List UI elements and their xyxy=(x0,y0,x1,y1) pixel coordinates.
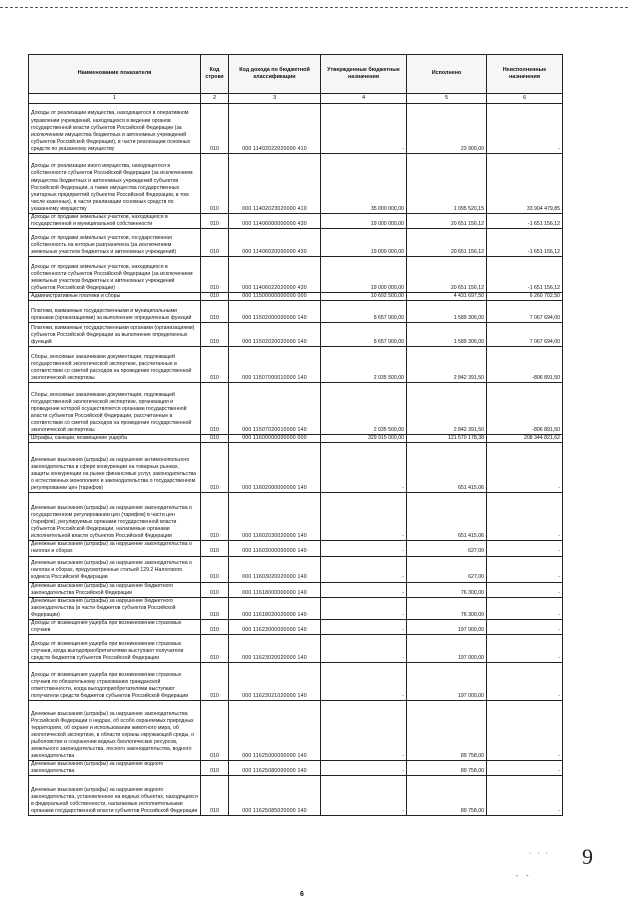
row-income-code: 000 11602030020000 140 xyxy=(229,493,321,541)
row-unexecuted: - xyxy=(487,663,563,701)
row-line-code: 010 xyxy=(201,301,229,323)
row-name: Платежи, взимаемые государственными органами (организациями) субъектов Российской Федерации за выполнение определенных функций xyxy=(29,323,201,347)
row-name: Денежные взыскания (штрафы) за нарушение антимонопольного законодательства в сфере конкуренции на товарных рынках, защиты конкуренции на рынке финансовых услуг, законодательства о естественных монополиях и законодательства о государственном регулировании цен (тарифов) xyxy=(29,443,201,493)
margin-dashes: - - xyxy=(516,873,532,880)
row-unexecuted: - xyxy=(487,620,563,635)
row-line-code: 010 xyxy=(201,257,229,293)
row-income-code: 000 11402022020000 410 xyxy=(229,104,321,154)
row-name: Доходы от продажи земельных участков, находящихся в государственной и муниципальной собственности xyxy=(29,214,201,229)
table-row xyxy=(29,257,563,293)
row-income-code: 000 11603020020000 140 xyxy=(229,556,321,582)
row-approved: - xyxy=(321,556,407,582)
table-row xyxy=(29,293,563,301)
row-executed: 2 842 391,50 xyxy=(407,347,487,383)
row-income-code: 000 11406020000000 430 xyxy=(229,229,321,257)
row-name: Доходы от возмещения ущерба при возникновении страховых случаев по обязательному страхованию гражданской ответственности, когда выгодоприобретателями выступают получатели средств бюджетов субъектов Российской Федерации xyxy=(29,663,201,701)
row-line-code: 010 xyxy=(201,435,229,443)
row-executed: 197 000,00 xyxy=(407,663,487,701)
row-approved: - xyxy=(321,663,407,701)
table-row xyxy=(29,776,563,816)
row-unexecuted: -806 891,50 xyxy=(487,383,563,435)
row-executed: 76 300,00 xyxy=(407,582,487,597)
row-name: Денежные взыскания (штрафы) за нарушение водного законодательства, установленное на водных объектах, находящихся в федеральной собственности, налагаемые исполнительными органами государственной власти субъектов Российской Федерации xyxy=(29,776,201,816)
table-row xyxy=(29,214,563,229)
row-executed: 1 589 306,00 xyxy=(407,323,487,347)
row-unexecuted: 33 904 479,85 xyxy=(487,154,563,214)
row-approved: - xyxy=(321,104,407,154)
row-income-code: 000 11507020010000 140 xyxy=(229,383,321,435)
row-line-code: 010 xyxy=(201,556,229,582)
row-name: Доходы от возмещения ущерба при возникновении страховых случаев xyxy=(29,620,201,635)
row-income-code: 000 11402023020000 410 xyxy=(229,154,321,214)
column-number: 1 xyxy=(29,94,201,104)
row-unexecuted: - xyxy=(487,701,563,761)
row-unexecuted: - xyxy=(487,493,563,541)
row-executed: 20 651 156,12 xyxy=(407,229,487,257)
row-approved: - xyxy=(321,761,407,776)
row-approved: 19 000 000,00 xyxy=(321,214,407,229)
income-table xyxy=(28,54,563,816)
row-line-code: 010 xyxy=(201,229,229,257)
row-approved: 10 692 500,00 xyxy=(321,293,407,301)
table-row xyxy=(29,620,563,635)
table-row xyxy=(29,443,563,493)
header-line-code: Код строки xyxy=(201,55,229,94)
row-name: Сборы, вносимые заказчиками документации, подлежащей государственной экологической экспертизе, рассчитанные в соответствии со сметой расходов на проведение государственной экологической экспертизы xyxy=(29,347,201,383)
table-row xyxy=(29,383,563,435)
row-executed: 1 589 306,00 xyxy=(407,301,487,323)
row-line-code: 010 xyxy=(201,293,229,301)
row-unexecuted: -1 651 156,12 xyxy=(487,257,563,293)
row-line-code: 010 xyxy=(201,776,229,816)
row-line-code: 010 xyxy=(201,323,229,347)
row-executed: 76 300,00 xyxy=(407,597,487,619)
row-line-code: 010 xyxy=(201,701,229,761)
row-income-code: 000 11623020020000 140 xyxy=(229,635,321,663)
row-line-code: 010 xyxy=(201,597,229,619)
row-unexecuted: - xyxy=(487,556,563,582)
row-executed: 627,00 xyxy=(407,556,487,582)
row-income-code: 000 11602000000000 140 xyxy=(229,443,321,493)
table-row xyxy=(29,556,563,582)
header-row xyxy=(29,55,563,94)
column-number: 4 xyxy=(321,94,407,104)
row-income-code: 000 11502020020000 140 xyxy=(229,323,321,347)
top-edge-line xyxy=(0,7,628,8)
header-income-code: Код дохода по бюджетной классификации xyxy=(229,55,321,94)
row-unexecuted: -1 651 156,12 xyxy=(487,229,563,257)
header-executed: Исполнено xyxy=(407,55,487,94)
row-income-code: 000 11625080000000 140 xyxy=(229,761,321,776)
table-row xyxy=(29,761,563,776)
row-line-code: 010 xyxy=(201,635,229,663)
row-executed: 1 095 520,15 xyxy=(407,154,487,214)
row-name: Платежи, взимаемые государственными и муниципальными органами (организациями) за выполнение определенных функций xyxy=(29,301,201,323)
row-income-code: 000 11600000000000 000 xyxy=(229,435,321,443)
row-executed: 89 758,00 xyxy=(407,761,487,776)
row-approved: - xyxy=(321,493,407,541)
header-unexecuted: Неисполненные назначения xyxy=(487,55,563,94)
row-name: Денежные взыскания (штрафы) за нарушение бюджетного законодательства Российской Федерации xyxy=(29,582,201,597)
row-income-code: 000 11625085020000 140 xyxy=(229,776,321,816)
table-row xyxy=(29,323,563,347)
row-approved: 329 915 000,00 xyxy=(321,435,407,443)
row-income-code: 000 11502000000000 140 xyxy=(229,301,321,323)
table-row xyxy=(29,597,563,619)
row-executed: 197 000,00 xyxy=(407,635,487,663)
column-number: 6 xyxy=(487,94,563,104)
row-executed: 627,00 xyxy=(407,541,487,556)
row-name: Доходы от возмещения ущерба при возникновении страховых случаев, когда выгодоприобретателями выступают получатели средств бюджетов субъектов Российской Федерации xyxy=(29,635,201,663)
row-income-code: 000 11406000000000 430 xyxy=(229,214,321,229)
row-approved: - xyxy=(321,597,407,619)
table-row xyxy=(29,635,563,663)
row-executed: 23 900,00 xyxy=(407,104,487,154)
margin-ticks: · · · xyxy=(529,850,550,857)
row-executed: 89 758,00 xyxy=(407,776,487,816)
row-name: Доходы от продажи земельных участков, государственная собственность на которые разграничена (за исключением земельных участков бюджетных и автономных учреждений) xyxy=(29,229,201,257)
row-executed: 2 842 391,50 xyxy=(407,383,487,435)
row-unexecuted: 7 067 694,00 xyxy=(487,301,563,323)
row-executed: 20 651 156,12 xyxy=(407,257,487,293)
table-row xyxy=(29,229,563,257)
table-row xyxy=(29,154,563,214)
report-page xyxy=(28,54,562,816)
row-unexecuted: - xyxy=(487,761,563,776)
row-executed: 121 570 178,38 xyxy=(407,435,487,443)
row-executed: 651 415,06 xyxy=(407,443,487,493)
row-unexecuted: -806 891,50 xyxy=(487,347,563,383)
row-name: Штрафы, санкции, возмещение ущерба xyxy=(29,435,201,443)
column-number: 5 xyxy=(407,94,487,104)
row-approved: - xyxy=(321,582,407,597)
row-approved: 19 000 000,00 xyxy=(321,257,407,293)
row-unexecuted: - xyxy=(487,597,563,619)
table-row xyxy=(29,541,563,556)
row-unexecuted: 208 344 821,62 xyxy=(487,435,563,443)
row-line-code: 010 xyxy=(201,663,229,701)
row-approved: 2 035 500,00 xyxy=(321,383,407,435)
column-number-row xyxy=(29,94,563,104)
row-name: Денежные взыскания (штрафы) за нарушение законодательства о налогах и сборах, предусмотренные статьей 129.2 Налогового кодекса Российской Федерации xyxy=(29,556,201,582)
table-row xyxy=(29,301,563,323)
table-body xyxy=(29,104,563,816)
table-row xyxy=(29,663,563,701)
row-approved: 2 035 500,00 xyxy=(321,347,407,383)
row-unexecuted: - xyxy=(487,635,563,663)
row-executed: 89 758,00 xyxy=(407,701,487,761)
row-approved: 8 657 000,00 xyxy=(321,323,407,347)
row-line-code: 010 xyxy=(201,104,229,154)
row-line-code: 010 xyxy=(201,347,229,383)
table-row xyxy=(29,701,563,761)
row-income-code: 000 11618020020000 140 xyxy=(229,597,321,619)
row-line-code: 010 xyxy=(201,582,229,597)
row-line-code: 010 xyxy=(201,761,229,776)
row-executed: 4 431 697,50 xyxy=(407,293,487,301)
table-row xyxy=(29,493,563,541)
row-unexecuted: 6 260 702,50 xyxy=(487,293,563,301)
row-name: Денежные взыскания (штрафы) за нарушение водного законодательства xyxy=(29,761,201,776)
row-approved: - xyxy=(321,620,407,635)
row-unexecuted: -1 651 156,12 xyxy=(487,214,563,229)
row-line-code: 010 xyxy=(201,493,229,541)
row-executed: 197 000,00 xyxy=(407,620,487,635)
row-income-code: 000 11625000000000 140 xyxy=(229,701,321,761)
row-name: Денежные взыскания (штрафы) за нарушение законодательства о государственном регулировании цен (тарифов) в части цен (тарифов), регулируемых органами государственной власти субъектов Российской Федерации, налагаемые органами исполнительной власти субъектов Российской Федерации xyxy=(29,493,201,541)
row-line-code: 010 xyxy=(201,383,229,435)
row-unexecuted: - xyxy=(487,582,563,597)
table-row xyxy=(29,435,563,443)
table-row xyxy=(29,104,563,154)
row-income-code: 000 11603000000000 140 xyxy=(229,541,321,556)
row-unexecuted: - xyxy=(487,776,563,816)
row-name: Доходы от реализации имущества, находящегося в оперативном управлении учреждений, находящихся в ведении органов государственной власти субъектов Российской Федерации (за исключением имущества бюджетных и автономных учреждений субъектов Российской Федерации), в части реализации основных средств по указанному имуществу xyxy=(29,104,201,154)
row-unexecuted: - xyxy=(487,104,563,154)
row-income-code: 000 11623021020000 140 xyxy=(229,663,321,701)
row-income-code: 000 11618000000000 140 xyxy=(229,582,321,597)
row-unexecuted: - xyxy=(487,541,563,556)
row-approved: - xyxy=(321,776,407,816)
column-number: 3 xyxy=(229,94,321,104)
header-approved: Утвержденные бюджетные назначения xyxy=(321,55,407,94)
page-number: 6 xyxy=(300,891,304,898)
row-name: Денежные взыскания (штрафы) за нарушение бюджетного законодательства (в части бюджетов субъектов Российской Федерации) xyxy=(29,597,201,619)
row-income-code: 000 11507000010000 140 xyxy=(229,347,321,383)
row-name: Сборы, вносимые заказчиками документации, подлежащей государственной экологической экспертизе, организация и проведение которой осуществляется органами государственной власти субъектов Российской Федерации, рассчитанные в соответствии со сметой расходов на проведение государственной экологической экспертизы xyxy=(29,383,201,435)
row-approved: 8 657 000,00 xyxy=(321,301,407,323)
row-unexecuted: - xyxy=(487,443,563,493)
row-executed: 20 651 156,12 xyxy=(407,214,487,229)
row-line-code: 010 xyxy=(201,443,229,493)
row-approved: 35 000 000,00 xyxy=(321,154,407,214)
row-approved: 19 000 000,00 xyxy=(321,229,407,257)
row-approved: - xyxy=(321,541,407,556)
row-income-code: 000 11406022020000 430 xyxy=(229,257,321,293)
column-number: 2 xyxy=(201,94,229,104)
row-name: Доходы от реализации иного имущества, находящегося в собственности субъектов Российской Федерации (за исключением имущества бюджетных и автономных учреждений субъектов Российской Федерации, а также имущества государственных унитарных предприятий субъектов Российской Федерации, в том числе казенных), в части реализации основных средств по указанному имуществу xyxy=(29,154,201,214)
row-approved: - xyxy=(321,635,407,663)
row-unexecuted: 7 067 694,00 xyxy=(487,323,563,347)
row-name: Доходы от продажи земельных участков, находящихся в собственности субъектов Российской Федерации (за исключением земельных участков бюджетных и автономных учреждений субъектов Российской Федерации) xyxy=(29,257,201,293)
row-line-code: 010 xyxy=(201,541,229,556)
header-indicator-name: Наименование показателя xyxy=(29,55,201,94)
margin-page-number: 9 xyxy=(582,844,593,869)
row-name: Административные платежи и сборы xyxy=(29,293,201,301)
row-approved: - xyxy=(321,443,407,493)
row-name: Денежные взыскания (штрафы) за нарушение законодательства о налогах и сборах xyxy=(29,541,201,556)
row-executed: 651 415,06 xyxy=(407,493,487,541)
table-row xyxy=(29,347,563,383)
row-line-code: 010 xyxy=(201,154,229,214)
row-line-code: 010 xyxy=(201,620,229,635)
row-line-code: 010 xyxy=(201,214,229,229)
row-name: Денежные взыскания (штрафы) за нарушение законодательства Российской Федерации о недрах, об особо охраняемых природных территориях, об охране и использовании животного мира, об экологической экспертизе, в области охраны окружающей среды, о рыболовстве и сохранении водных биологических ресурсов, земельного законодательства, лесного законодательства, водного законодательства xyxy=(29,701,201,761)
row-income-code: 000 11623000000000 140 xyxy=(229,620,321,635)
row-income-code: 000 11500000000000 000 xyxy=(229,293,321,301)
table-row xyxy=(29,582,563,597)
row-approved: - xyxy=(321,701,407,761)
